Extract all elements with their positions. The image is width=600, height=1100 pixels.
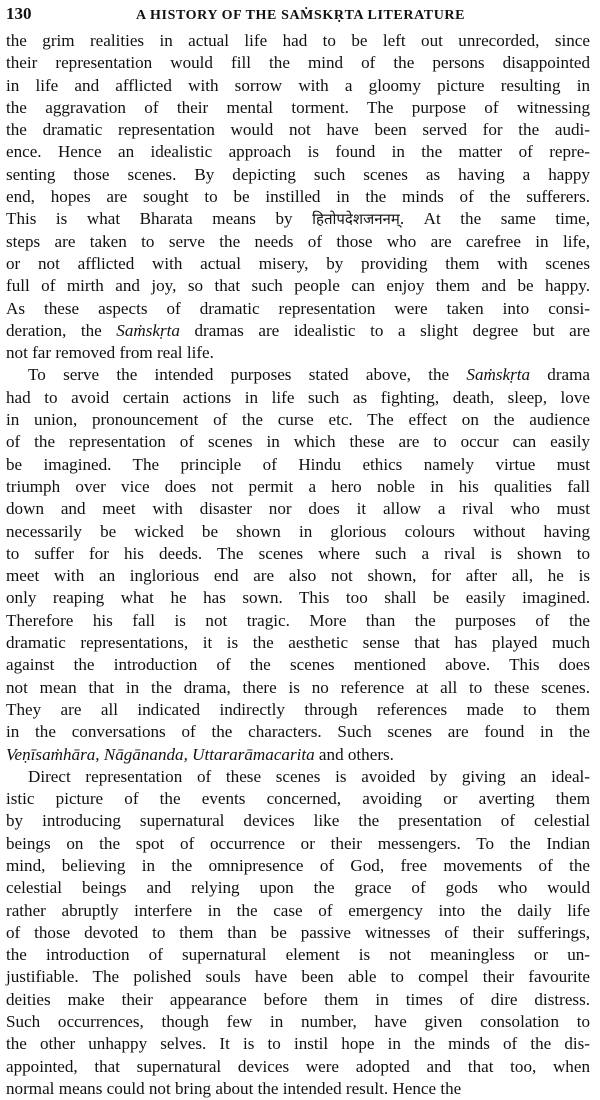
text-segment: against the introduction of the scenes mentioned above. This does (6, 655, 590, 675)
text-segment: normal means could not bring about the intended result. Hence the (6, 1078, 462, 1098)
text-line (6, 253, 590, 275)
text-line (6, 97, 590, 119)
text-segment: triumph over vice does not permit a hero noble in his qualities fall (6, 476, 590, 496)
text-segment: had to avoid certain actions in life such as fighting, death, sleep, love (6, 387, 590, 407)
text-line (6, 944, 590, 966)
text-segment: They are all indicated indirectly through references made to them (6, 699, 590, 719)
text-line (6, 119, 590, 141)
page-header (6, 4, 590, 30)
text-segment: the dramatic representation would not have been served for the audi- (6, 120, 590, 140)
text-line (6, 610, 590, 632)
text-segment: not mean that in the drama, there is no reference at all to these scenes. (6, 677, 590, 697)
text-line (6, 454, 590, 476)
text-line (6, 208, 590, 230)
text-line (6, 387, 590, 409)
text-segment: be imagined. The principle of Hindu ethics namely virtue must (6, 454, 590, 474)
text-line (6, 810, 590, 832)
text-segment: to suffer for his deeds. The scenes where such a rival is shown to (6, 543, 590, 563)
text-segment: istic picture of the events concerned, avoiding or averting them (6, 789, 590, 809)
text-segment: ence. Hence an idealistic approach is found in the matter of repre- (6, 142, 590, 162)
text-segment: of the representation of scenes in which these are to occur can easily (6, 432, 590, 452)
text-segment: appointed, that supernatural devices were adopted and that too, when (6, 1056, 590, 1076)
text-segment: the grim realities in actual life had to be left out unrecorded, since (6, 31, 590, 50)
text-line (6, 677, 590, 699)
text-segment: rather abruptly interfere in the case of emergency into the daily life (6, 900, 590, 920)
body-text (6, 30, 590, 1100)
italic-text: Saṁskṛta (116, 320, 180, 340)
text-line (6, 275, 590, 297)
text-line (6, 721, 590, 743)
paragraph (6, 30, 590, 364)
text-line (6, 1033, 590, 1055)
text-line (6, 877, 590, 899)
text-segment: हितोपदेशजननम् (312, 210, 400, 229)
text-segment: by introducing supernatural devices like the presentation of celestial (6, 811, 590, 831)
text-line (6, 855, 590, 877)
text-segment: in the conversations of the characters. Such scenes are found in the (6, 722, 590, 742)
text-line (6, 320, 590, 342)
text-line (6, 342, 590, 364)
text-line (6, 431, 590, 453)
text-line (6, 30, 590, 52)
text-line (6, 543, 590, 565)
text-line (6, 141, 590, 163)
text-segment: celestial beings and relying upon the grace of gods who would (6, 878, 590, 898)
text-line (6, 1056, 590, 1078)
text-segment: This is what Bharata means by (6, 209, 313, 229)
text-line (6, 654, 590, 676)
text-segment: of those devoted to them than be passive witnesses of their sufferings, (6, 922, 590, 942)
text-line (6, 966, 590, 988)
text-segment: necessarily be wicked be shown in glorious colours without having (6, 521, 590, 541)
text-line (6, 587, 590, 609)
text-segment: deration, the (6, 320, 117, 340)
text-line (6, 364, 590, 386)
text-line (6, 409, 590, 431)
text-segment: Direct representation of these scenes is avoided by giving an ideal- (28, 766, 590, 786)
text-line (6, 521, 590, 543)
text-segment: down and meet with disaster nor does it allow a rival who must (6, 499, 590, 519)
text-segment: not far removed from real life. (6, 343, 214, 363)
text-segment: drama (530, 365, 591, 385)
text-segment: dramas are idealistic to a slight degree but are (179, 320, 590, 340)
paragraph (6, 766, 590, 1100)
text-segment: senting those scenes. By depicting such scenes as having a happy (6, 164, 590, 184)
paragraph (6, 364, 590, 765)
text-line (6, 164, 590, 186)
text-line (6, 476, 590, 498)
text-segment: As these aspects of dramatic representation were taken into consi- (6, 298, 590, 318)
text-segment: meet with an inglorious end are also not shown, for after all, he is (6, 566, 590, 586)
text-segment: . At the same time, (399, 209, 591, 229)
text-line (6, 833, 590, 855)
text-segment: steps are taken to serve the needs of those who are carefree in life, (6, 231, 590, 251)
text-line (6, 699, 590, 721)
running-title: A HISTORY OF THE SAṀSKṚTA LITERATURE (136, 8, 466, 23)
text-segment: deities make their appearance before them in times of dire distress. (6, 989, 590, 1009)
text-line (6, 565, 590, 587)
italic-text: Veṇīsaṁhāra, Nāgānanda, Uttararāmacarita (6, 744, 315, 764)
text-segment: in union, pronouncement of the curse etc. The effect on the audience (6, 410, 590, 430)
text-line (6, 744, 590, 766)
text-segment: or not afflicted with actual misery, by providing them with scenes (6, 253, 590, 273)
text-segment: end, hopes are sought to be instilled in the minds of the sufferers. (6, 187, 590, 207)
text-line (6, 632, 590, 654)
text-line (6, 52, 590, 74)
text-line (6, 186, 590, 208)
text-segment: mind, believing in the omnipresence of God, free movements of the (6, 855, 590, 875)
text-segment: the aggravation of their mental torment. The purpose of witnessing (6, 97, 590, 117)
text-segment: only reaping what he has sown. This too shall be easily imagined. (6, 588, 590, 608)
text-segment: the other unhappy selves. It is to instil hope in the minds of the dis- (6, 1034, 590, 1054)
text-segment: full of mirth and joy, so that such people can enjoy them and be happy. (6, 276, 590, 296)
text-line (6, 298, 590, 320)
text-line (6, 498, 590, 520)
text-line (6, 766, 590, 788)
text-segment: Therefore his fall is not tragic. More than the purposes of the (6, 610, 590, 630)
text-segment: the introduction of supernatural element is not meaningless or un- (6, 945, 590, 965)
text-segment: Such occurrences, though few in number, have given consolation to (6, 1012, 590, 1032)
text-line (6, 75, 590, 97)
text-line (6, 1011, 590, 1033)
text-segment: To serve the intended purposes stated above, the (28, 365, 467, 385)
text-line (6, 788, 590, 810)
text-line (6, 922, 590, 944)
text-line (6, 900, 590, 922)
text-segment: justifiable. The polished souls have been able to compel their favourite (6, 967, 590, 987)
text-segment: beings on the spot of occurrence or their messengers. To the Indian (6, 833, 590, 853)
text-segment: and others. (314, 744, 394, 764)
text-segment: in life and afflicted with sorrow with a gloomy picture resulting in (6, 75, 590, 95)
italic-text: Saṁskṛta (466, 365, 531, 385)
text-line (6, 1078, 590, 1100)
text-line (6, 231, 590, 253)
page-number: 130 (6, 4, 32, 23)
text-segment: dramatic representations, it is the aesthetic sense that has played much (6, 633, 590, 653)
text-line (6, 989, 590, 1011)
text-segment: their representation would fill the mind of the persons disappointed (6, 53, 590, 73)
